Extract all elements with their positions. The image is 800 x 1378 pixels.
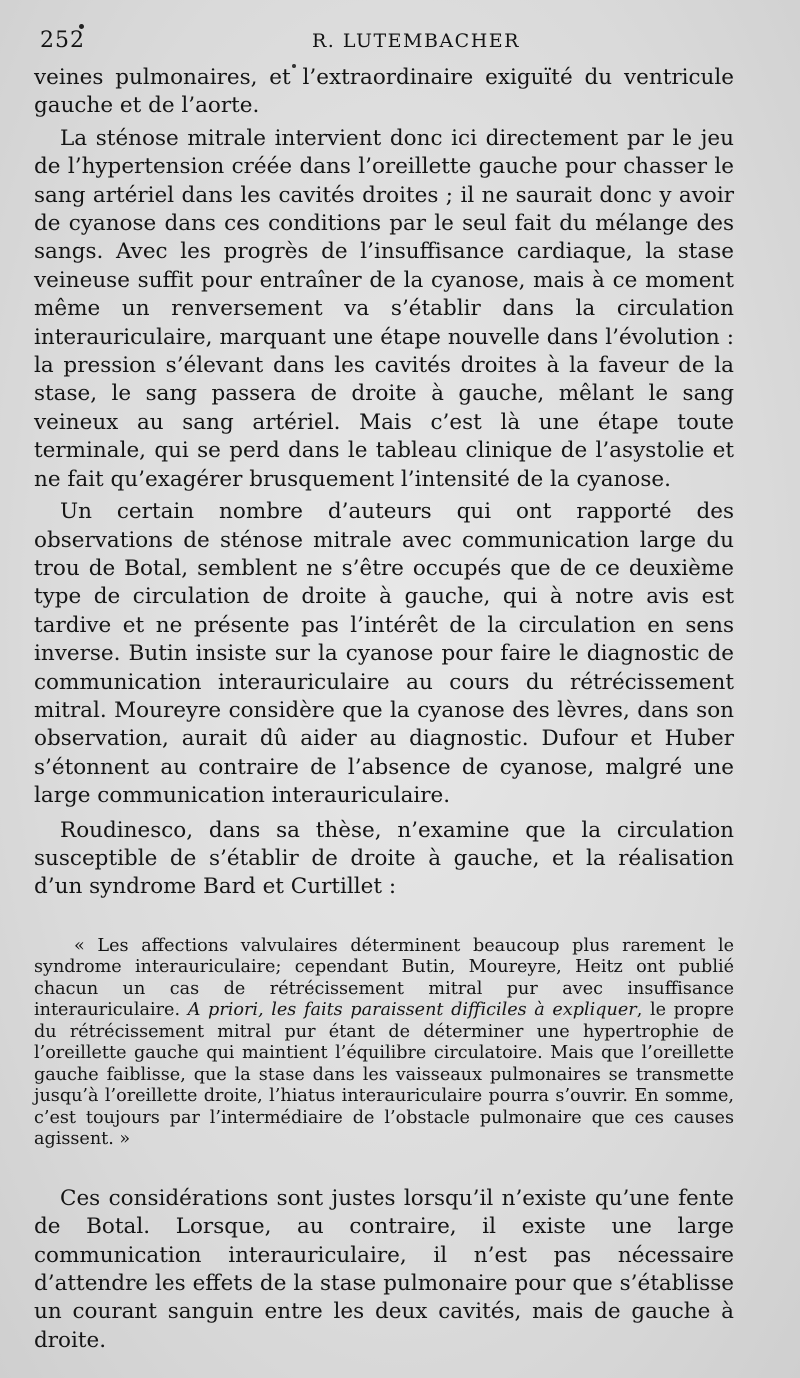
page-number: 252	[40, 28, 85, 53]
paragraph-auteurs: Un certain nombre d’auteurs qui ont rapporté des observations de sténose mitrale avec communication large du trou de Botal, semblent ne s’être occupés que de ce deuxième type de circulation de droite à gauche, qui à notre avis est tardive et ne présente pas l’intérêt de la circulation en sens inverse. Butin insiste sur la cyanose pour faire le diagnostic de communication interauriculaire au cours du rétrécissement mitral. Moureyre considère que la cyanose des lèvres, dans son observation, aurait dû aider au diagnostic. Dufour et Huber s’étonnent au contraire de l’absence de cyanose, malgré une large communication interauriculaire.	[34, 499, 734, 809]
body-text	[34, 64, 734, 1355]
page-header	[34, 24, 754, 58]
quote-italic-text: A priori, les faits paraissent difficiles à expliquer	[187, 1000, 637, 1021]
running-head: R. LUTEMBACHER	[312, 30, 520, 52]
quote-text: « Les affections valvulaires déterminent beaucoup plus rarement le syndrome interauriculaire; cependant Butin, Moureyre, Heitz ont publié chacun un cas de rétrécissement mitral pur avec insuffisance interauriculaire.	[34, 935, 734, 1021]
paragraph-roudinesco: Roudinesco, dans sa thèse, n’examine que la circulation susceptible de s’établir de droite à gauche, et la réalisation d’un syndrome Bard et Curtillet :	[34, 817, 734, 900]
paragraph-considerations: Ces considérations sont justes lorsqu’il n’existe qu’une fente de Botal. Lorsque, au contraire, il existe une large communication interauriculaire, il n’est pas nécessaire d’attendre les effets de la stase pulmonaire pour que s’établisse un courant sanguin entre les deux cavités, mais de gauche à droite.	[34, 1185, 734, 1353]
quote-text: , le propre du rétrécissement mitral pur étant de déterminer une hypertrophie de l’oreillette gauche qui maintient l’équilibre circulatoire. Mais que l’oreillette gauche faiblisse, que la stase dans les vaisseaux pulmonaires se transmette jusqu’à l’oreillette droite, l’hiatus interauriculaire pourra s’ouvrir. En somme, c’est toujours par l’intermédiaire de l’obstacle pulmonaire que ces causes agissent. »	[34, 1000, 734, 1150]
block-quote	[34, 936, 734, 1151]
paragraph-stenose-mitrale: La sténose mitrale intervient donc ici directement par le jeu de l’hypertension créée dans l’oreillette gauche pour chasser le sang artériel dans les cavités droites ; il ne saurait donc y avoir de cyanose dans ces conditions par le seul fait du mélange des sangs. Avec les progrès de l’insuffisance cardiaque, la stase veineuse suffit pour entraîner de la cyanose, mais à ce moment même un renversement va s’établir dans la circulation interauriculaire, marquant une étape nouvelle dans l’évolution : la pression s’élevant dans les cavités droites à la faveur de la stase, le sang passera de droite à gauche, mêlant le sang veineux au sang artériel. Mais c’est là une étape toute terminale, qui se perd dans le tableau clinique de l’asystolie et ne fait qu’exagérer brusquement l’intensité de la cyanose.	[34, 125, 734, 492]
paragraph-continuation: veines pulmonaires, et l’extraordinaire exiguïté du ventricule gauche et de l’aorte.	[34, 65, 734, 119]
